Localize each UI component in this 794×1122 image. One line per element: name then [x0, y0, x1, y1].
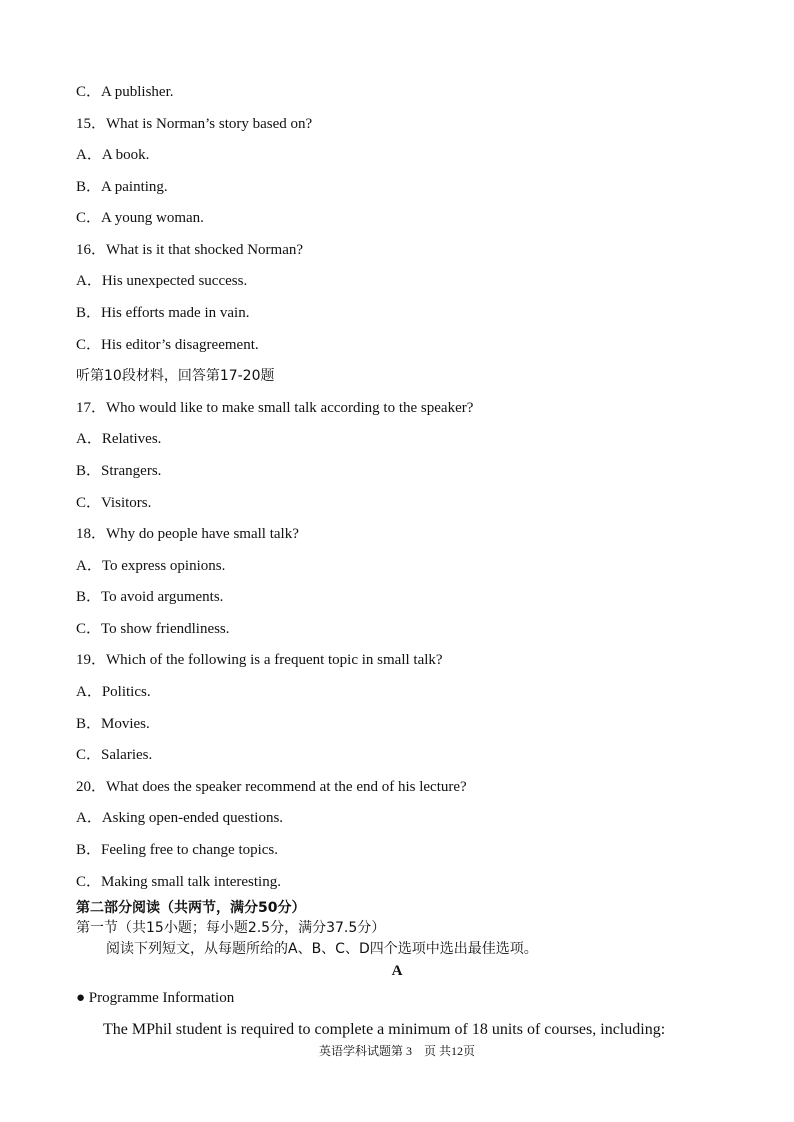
q19-option-a: A．Politics.	[76, 684, 151, 700]
q19-option-b: B．Movies.	[76, 716, 150, 732]
q20-option-c: C．Making small talk interesting.	[76, 874, 281, 890]
q16-option-a: A．His unexpected success.	[76, 273, 248, 289]
q18-option-c: C．To show friendliness.	[76, 621, 230, 637]
section10-instruction: 听第10段材料，回答第17-20题	[76, 368, 275, 384]
q20-option-a: A．Asking open-ended questions.	[76, 810, 284, 826]
q15-option-b: B．A painting.	[76, 179, 168, 195]
q19-option-c: C．Salaries.	[76, 747, 153, 763]
q20-option-b: B．Feeling free to change topics.	[76, 842, 279, 858]
section-title: 第一节（共15小题；每小题2.5分，满分37.5分）	[76, 920, 386, 936]
q15-question: 15．What is Norman’s story based on?	[76, 116, 313, 132]
q15-option-a: A．A book.	[76, 147, 150, 163]
part-title: 第二部分阅读（共两节，满分50分）	[76, 900, 306, 916]
q17-option-a: A．Relatives.	[76, 431, 162, 447]
passage-label: A	[391, 963, 403, 979]
q16-option-c: C．His editor’s disagreement.	[76, 337, 259, 353]
q18-option-b: B．To avoid arguments.	[76, 589, 224, 605]
q17-option-b: B．Strangers.	[76, 463, 162, 479]
q18-option-a: A．To express opinions.	[76, 558, 226, 574]
q20-question: 20．What does the speaker recommend at the end of his lecture?	[76, 779, 467, 795]
bullet-heading: ● Programme Information	[76, 990, 235, 1006]
reading-instruction: 阅读下列短文，从每题所给的A、B、C、D四个选项中选出最佳选项。	[106, 941, 538, 957]
q17-question: 17．Who would like to make small talk according to the speaker?	[76, 400, 474, 416]
q16-question: 16．What is it that shocked Norman?	[76, 242, 304, 258]
q18-question: 18．Why do people have small talk?	[76, 526, 299, 542]
q14-option-c: C．A publisher.	[76, 84, 174, 100]
q19-question: 19．Which of the following is a frequent topic in small talk?	[76, 652, 443, 668]
first-sentence: The MPhil student is required to complete a minimum of 18 units of courses, including:	[103, 1021, 666, 1038]
page-footer: 英语学科试题第 3 页 共12页	[318, 1044, 475, 1058]
q15-option-c: C．A young woman.	[76, 210, 204, 226]
q17-option-c: C．Visitors.	[76, 495, 152, 511]
q16-option-b: B．His efforts made in vain.	[76, 305, 250, 321]
